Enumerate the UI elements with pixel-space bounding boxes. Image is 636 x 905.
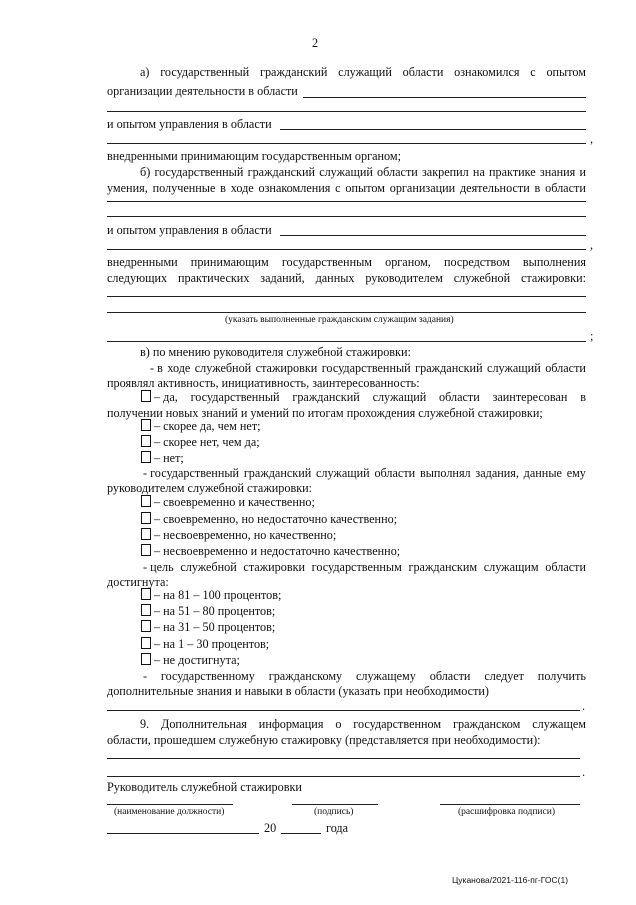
checkbox-q2-2[interactable] (141, 512, 151, 524)
checkbox-q1-rather-no[interactable] (141, 435, 151, 447)
checkbox-q3-5[interactable] (141, 653, 151, 665)
q2-line1: - государственный гражданский служащий области выполнял задания, данные ему (143, 466, 586, 480)
item-a-line1: а) государственный гражданский служащий области ознакомился с опытом (140, 65, 586, 79)
blank-line (280, 129, 586, 130)
q1-opt1-line1: – да, государственный гражданский служащий области заинтересован в (154, 390, 586, 404)
item-v-intro: в) по мнению руководителя служебной стажировки: (140, 345, 411, 359)
q2-opt3: – несвоевременно, но качественно; (154, 528, 337, 542)
checkbox-q3-1[interactable] (141, 588, 151, 600)
footer-code: Цуканова/2021-116-пг-ГОС(1) (452, 875, 569, 885)
q2-opt4: – несвоевременно и недостаточно качественно; (154, 544, 401, 558)
blank-line (107, 312, 586, 313)
checkbox-q2-3[interactable] (141, 528, 151, 540)
blank-line (107, 143, 586, 144)
blank-line (107, 201, 586, 202)
position-line[interactable] (107, 804, 233, 805)
q3-opt3: – на 31 – 50 процентов; (154, 620, 276, 634)
page-number: 2 (312, 36, 319, 50)
item-b-line5: следующих практических заданий, данных руководителем служебной стажировки: (107, 271, 586, 285)
blank-line (107, 111, 586, 112)
blank-line (107, 216, 586, 217)
checkbox-q2-1[interactable] (141, 495, 151, 507)
decode-caption: (расшифровка подписи) (458, 807, 555, 817)
blank-line (107, 296, 586, 297)
year-suffix: года (326, 821, 349, 835)
period: . (582, 765, 586, 779)
item-b-line2: умения, полученные в ходе ознакомления с опытом организации деятельности в области (107, 181, 586, 195)
q1-line2: проявлял активность, инициативность, заинтересованность: (107, 376, 420, 390)
checkbox-q3-3[interactable] (141, 620, 151, 632)
checkbox-q1-no[interactable] (141, 451, 151, 463)
q3-line1: - цель служебной стажировки государственным гражданским служащим области (143, 560, 586, 574)
q4-line1: - государственному гражданскому служащему области следует получить (143, 669, 586, 683)
year-line[interactable] (281, 833, 321, 834)
position-caption: (наименование должности) (114, 807, 225, 817)
checkbox-q1-yes[interactable] (141, 390, 151, 402)
blank-line (280, 235, 586, 236)
section9-line2: области, прошедшем служебную стажировку (представляется при необходимости): (107, 733, 541, 747)
q3-opt2: – на 51 – 80 процентов; (154, 604, 276, 618)
blank-line (107, 341, 586, 342)
q2-opt2: – своевременно, но недостаточно качественно; (154, 512, 398, 526)
date-day-month-line[interactable] (107, 833, 259, 834)
checkbox-q1-rather-yes[interactable] (141, 419, 151, 431)
supervisor-heading: Руководитель служебной стажировки (107, 780, 302, 794)
tasks-caption: (указать выполненные гражданским служащим задания) (225, 315, 454, 325)
blank-line (107, 758, 580, 759)
q3-opt4: – на 1 – 30 процентов; (154, 637, 270, 651)
q1-line1: - в ходе служебной стажировки государственный гражданский служащий области (150, 361, 586, 375)
q3-opt1: – на 81 – 100 процентов; (154, 588, 282, 602)
blank-line (107, 776, 580, 777)
q1-opt1-line2: получении новых знаний и умений по итогам прохождения служебной стажировки; (107, 406, 543, 420)
year-prefix: 20 (264, 821, 277, 835)
item-b-line4: внедренными принимающим государственным органом, посредством выполнения (107, 255, 586, 269)
checkbox-q3-2[interactable] (141, 604, 151, 616)
q3-opt5: – не достигнута; (154, 653, 240, 667)
item-a-line4: внедренными принимающим государственным органом; (107, 149, 402, 163)
blank-line (107, 249, 586, 250)
q1-opt4: – нет; (154, 451, 184, 465)
q4-line2: дополнительные знания и навыки в области (указать при необходимости) (107, 684, 489, 698)
item-b-line1: б) государственный гражданский служащий области закрепил на практике знания и (140, 165, 586, 179)
q2-line2: руководителем служебной стажировки: (107, 481, 313, 495)
signature-caption: (подпись) (314, 807, 354, 817)
section9-line1: 9. Дополнительная информация о государственном гражданском служащем (140, 717, 586, 731)
item-b-line3: и опытом управления в области (107, 223, 272, 237)
item-a-line3: и опытом управления в области (107, 117, 272, 131)
decode-line[interactable] (440, 804, 580, 805)
period: . (582, 699, 586, 713)
q2-opt1: – своевременно и качественно; (154, 495, 315, 509)
comma: , (590, 238, 594, 252)
checkbox-q3-4[interactable] (141, 637, 151, 649)
q1-opt3: – скорее нет, чем да; (154, 435, 260, 449)
checkbox-q2-4[interactable] (141, 544, 151, 556)
blank-line (303, 97, 586, 98)
item-a-line2: организации деятельности в области (107, 84, 298, 98)
blank-line (107, 710, 580, 711)
q1-opt2: – скорее да, чем нет; (154, 419, 261, 433)
comma: , (590, 132, 594, 146)
signature-line[interactable] (292, 804, 378, 805)
q3-line2: достигнута: (107, 575, 169, 589)
semicolon: ; (590, 329, 594, 343)
